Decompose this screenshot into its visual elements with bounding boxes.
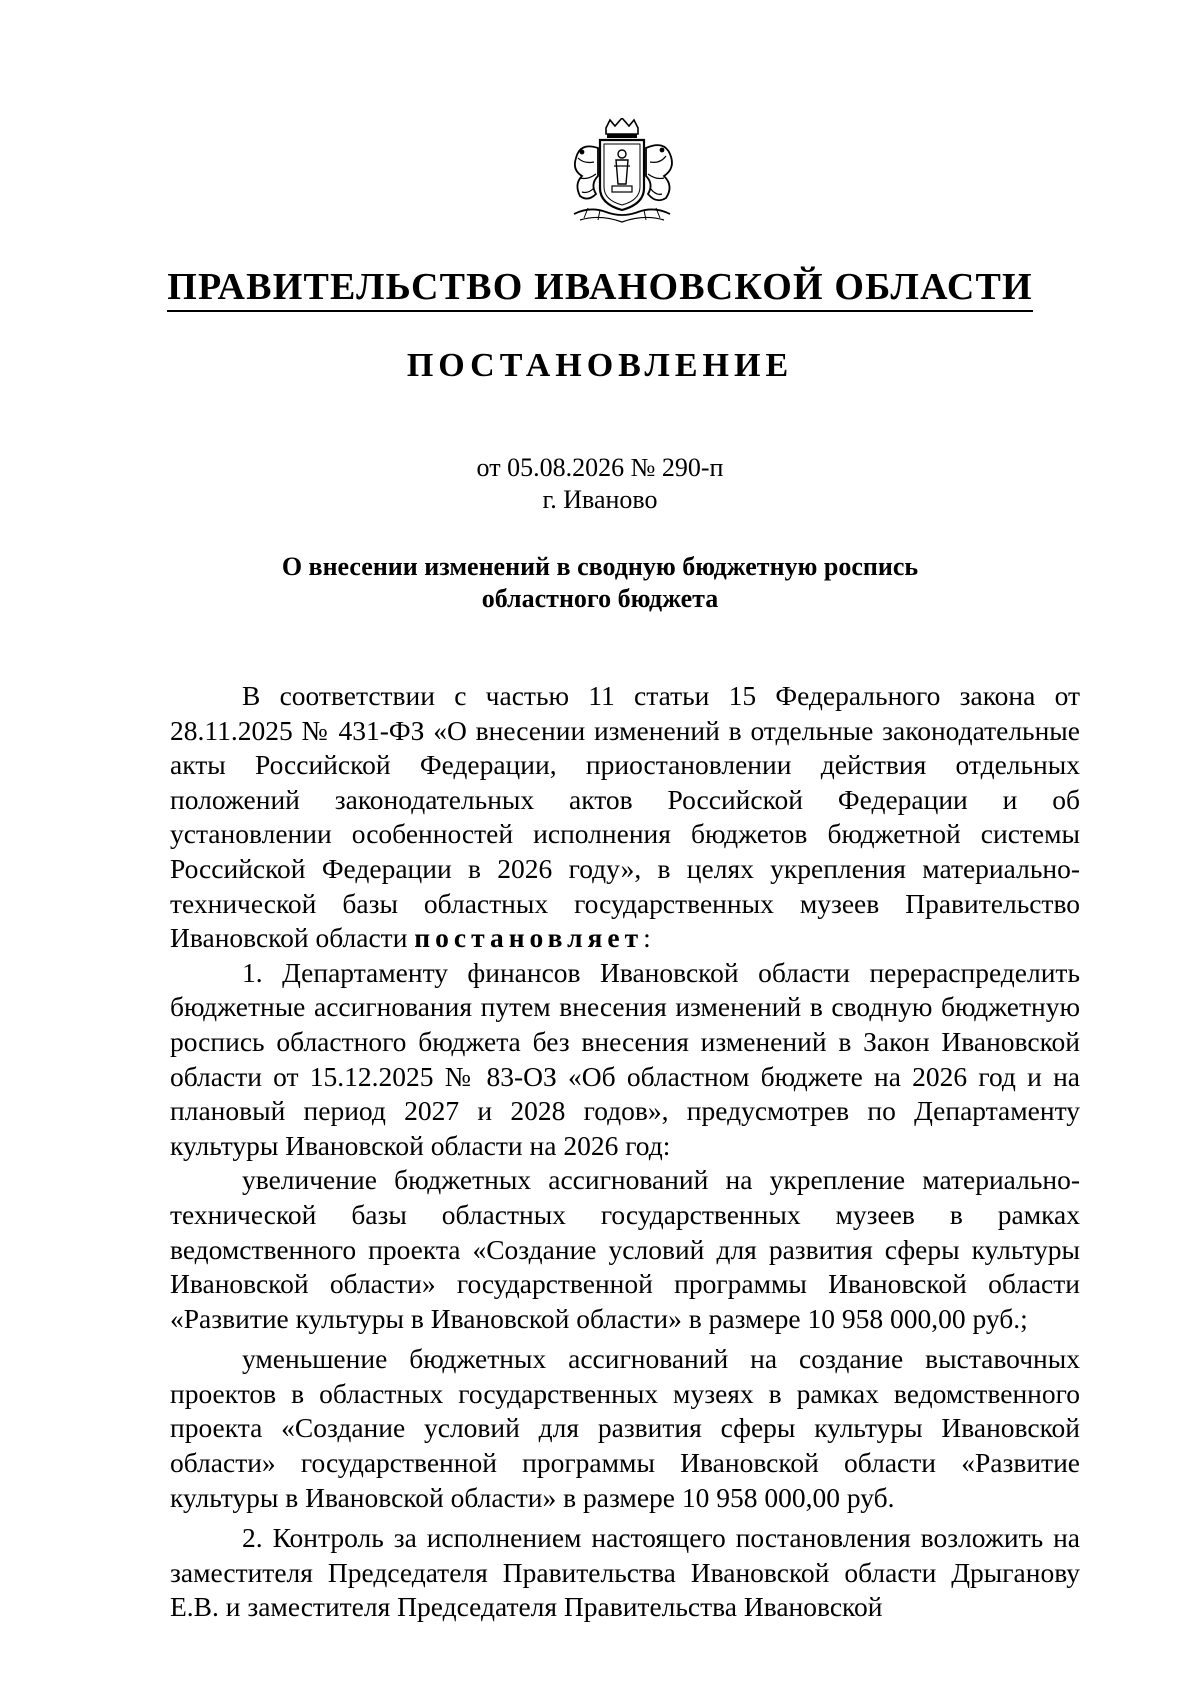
preamble-text: В соответствии с частью 11 статьи 15 Федерального закона от 28.11.2025 № 431-ФЗ «О внесении изменений в отдельные законодательные акты Российской Федерации, приостановлении действия отдельных положений законодательных актов Российской Федерации и об установлении особенностей исполнения бюджетов бюджетной системы Российской Федерации в 2026 году», в целях укрепления материально-технической базы областных государственных музеев Правительство Ивановской области [170,680,1080,954]
paragraph-decrease: уменьшение бюджетных ассигнований на создание выставочных проектов в областных государственных музеях в рамках ведомственного проекта «Создание условий для развития сферы культуры Ивановской области» государственной программы Ивановской области «Развитие культуры в Ивановской области» в размере 10 958 000,00 руб. [170,1343,1080,1513]
government-title [0,265,1200,309]
document-body [170,679,1080,1625]
document-type: ПОСТАНОВЛЕНИЕ [406,347,794,384]
resolves-colon: : [643,922,651,954]
subject-line-1: О внесении изменений в сводную бюджетную роспись [281,552,919,581]
paragraph-increase: увеличение бюджетных ассигнований на укрепление материально-технической базы областных государственных музеев в рамках ведомственного проекта «Создание условий для развития сферы культуры Ивановской области» государственной программы Ивановской области «Развитие культуры в Ивановской области» в размере 10 958 000,00 руб.; [170,1164,1080,1334]
paragraph-preamble [170,679,1080,956]
paragraph-item-1: 1. Департаменту финансов Ивановской области перераспределить бюджетные ассигнования путем внесения изменений в сводную бюджетную роспись областного бюджета без внесения изменений в Закон Ивановской области от 15.12.2025 № 83-ОЗ «Об областном бюджете на 2026 год и на плановый период 2027 и 2028 годов», предусмотрев по Департаменту культуры Ивановской области на 2026 год: [170,956,1080,1161]
ivanovo-coat-of-arms-icon [560,118,684,230]
government-title-text: ПРАВИТЕЛЬСТВО ИВАНОВСКОЙ ОБЛАСТИ [167,266,1033,312]
resolves-word: постановляет [414,922,644,954]
document-city: г. Иваново [542,485,658,514]
paragraph-item-2: 2. Контроль за исполнением настоящего постановления возложить на заместителя Председателя Правительства Ивановской области Дрыганову Е.В. и заместителя Председателя Правительства Ивановской [170,1522,1080,1623]
subject-line-2: областного бюджета [481,584,719,613]
document-date-number: от 05.08.2026 № 290-п [476,453,724,482]
document-subject [0,551,1200,615]
